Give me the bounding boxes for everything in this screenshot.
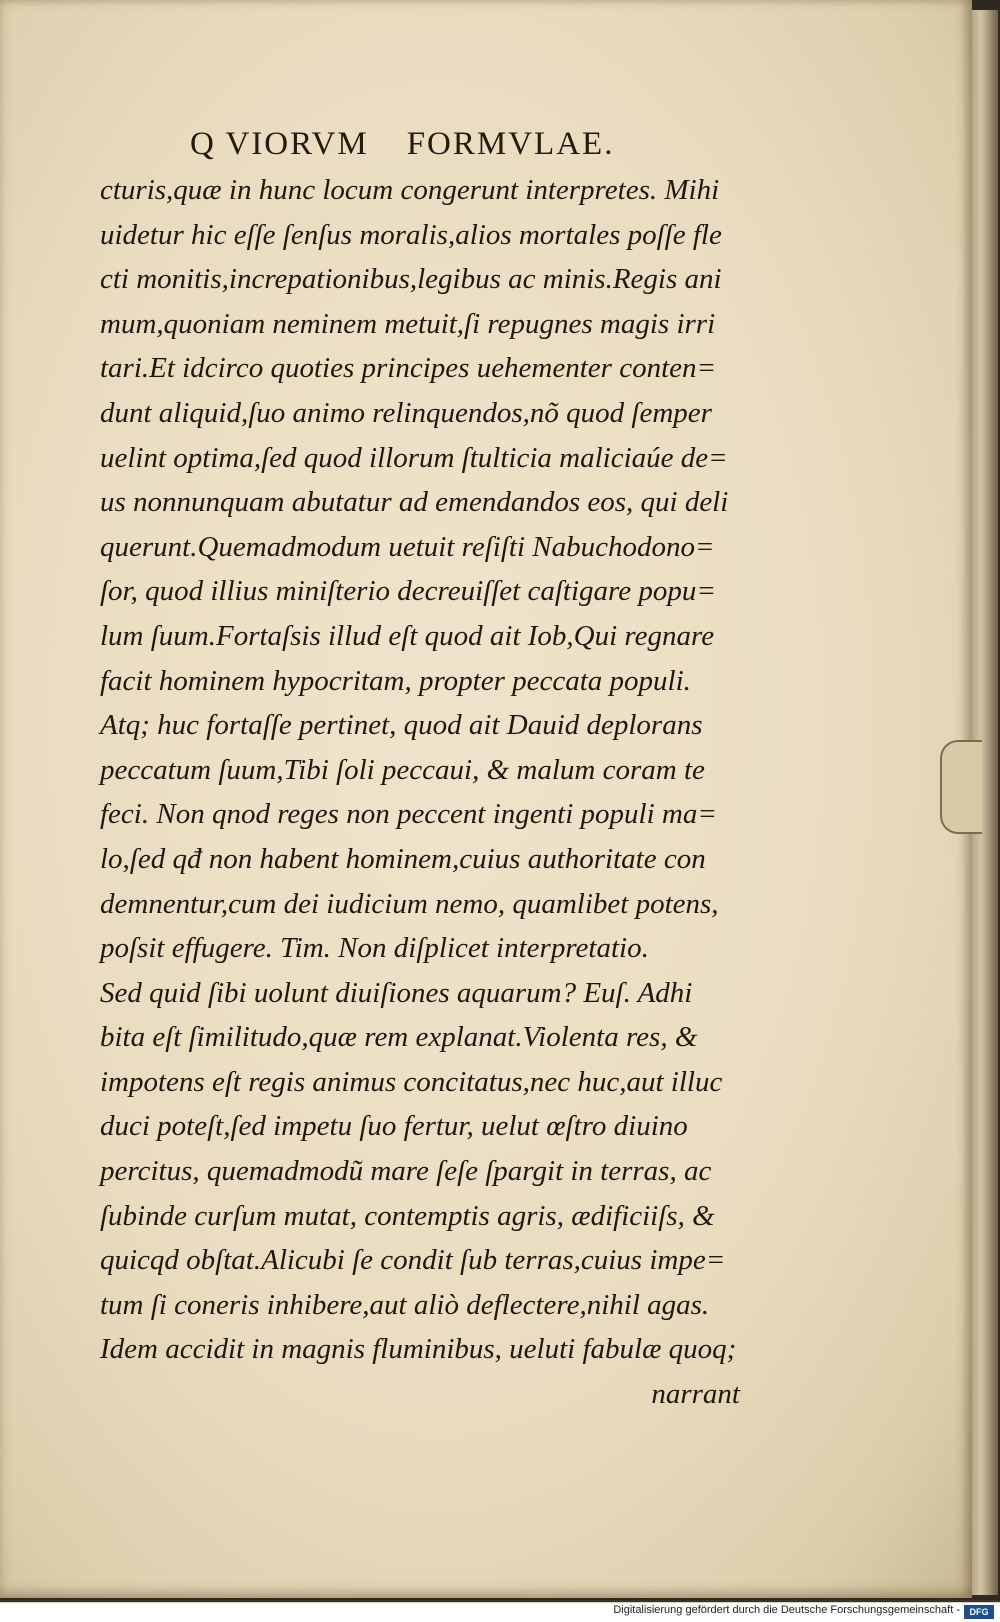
text-line-8: us nonnunquam abutatur ad emendandos eos, qui deli — [100, 486, 729, 519]
running-head — [190, 126, 614, 163]
catchword: narrant — [651, 1378, 740, 1411]
footer-bar — [0, 1602, 1000, 1622]
text-line-13: Atq; huc fortaſſe pertinet, quod ait Dauid deplorans — [100, 709, 703, 742]
text-line-16: lo,ſed qđ non habent hominem,cuius authoritate con — [100, 842, 706, 875]
text-line-22: duci poteſt,ſed impetu ſuo fertur, uelut œſtro diuino — [100, 1110, 688, 1143]
text-line-23: percitus, quemadmodũ mare ſeſe ſpargit in terras, ac — [100, 1155, 712, 1188]
text-line-15: feci. Non qnod reges non peccent ingenti populi ma= — [100, 798, 717, 831]
text-line-3: cti monitis,increpationibus,legibus ac minis.Regis ani — [100, 263, 722, 296]
text-line-20: bita eſt ſimilitudo,quæ rem explanat.Violenta res, & — [100, 1021, 698, 1054]
text-line-9: querunt.Quemadmodum uetuit reſiſti Nabuchodono= — [100, 530, 715, 563]
body-text — [100, 168, 740, 1417]
running-head-part2: FORMVLAE. — [406, 126, 615, 162]
text-line-14: peccatum ſuum,Tibi ſoli peccaui, & malum coram te — [100, 753, 705, 786]
text-line-27: Idem accidit in magnis fluminibus, ueluti fabulæ quoq; — [100, 1333, 737, 1366]
running-head-part1: Q VIORVM — [190, 126, 369, 162]
text-line-19: Sed quid ſibi uolunt diuiſiones aquarum? Euſ. Adhi — [100, 976, 693, 1009]
text-line-6: dunt aliquid,ſuo animo relinquendos,nõ quod ſemper — [100, 396, 712, 429]
text-line-24: ſubinde curſum mutat, contemptis agris, ædificiiſs, & — [100, 1199, 715, 1232]
text-line-21: impotens eſt regis animus concitatus,nec huc,aut illuc — [100, 1065, 723, 1098]
text-line-10: ſor, quod illius miniſterio decreuiſſet caſtigare popu= — [100, 575, 716, 608]
page-curl — [940, 740, 982, 834]
text-line-26: tum ſi coneris inhibere,aut aliò deflectere,nihil agas. — [100, 1288, 710, 1321]
text-line-11: lum ſuum.Fortaſsis illud eſt quod ait Iob,Qui regnare — [100, 619, 715, 652]
dfg-logo: DFG — [964, 1605, 994, 1619]
text-line-7: uelint optima,ſed quod illorum ſtulticia maliciaúe de= — [100, 441, 728, 474]
text-line-1: cturis,quæ in hunc locum congerunt interpretes. Mihi — [100, 174, 720, 206]
text-line-5: tari.Et idcirco quoties principes uehementer conten= — [100, 352, 717, 385]
text-line-25: quicqd obſtat.Alicubi ſe condit ſub terras,cuius impe= — [100, 1244, 726, 1277]
text-line-2: uidetur hic eſſe ſenſus moralis,alios mortales poſſe fle — [100, 218, 722, 251]
text-line-18: poſsit effugere. Tim. Non diſplicet interpretatio. — [100, 932, 649, 965]
text-line-17: demnentur,cum dei iudicium nemo, quamlibet potens, — [100, 887, 719, 920]
text-line-4: mum,quoniam neminem metuit,ſi repugnes magis irri — [100, 307, 716, 340]
text-line-12: facit hominem hypocritam, propter peccata populi. — [100, 664, 691, 697]
footer-credit: Digitalisierung gefördert durch die Deutsche Forschungsgemeinschaft - — [613, 1604, 960, 1616]
